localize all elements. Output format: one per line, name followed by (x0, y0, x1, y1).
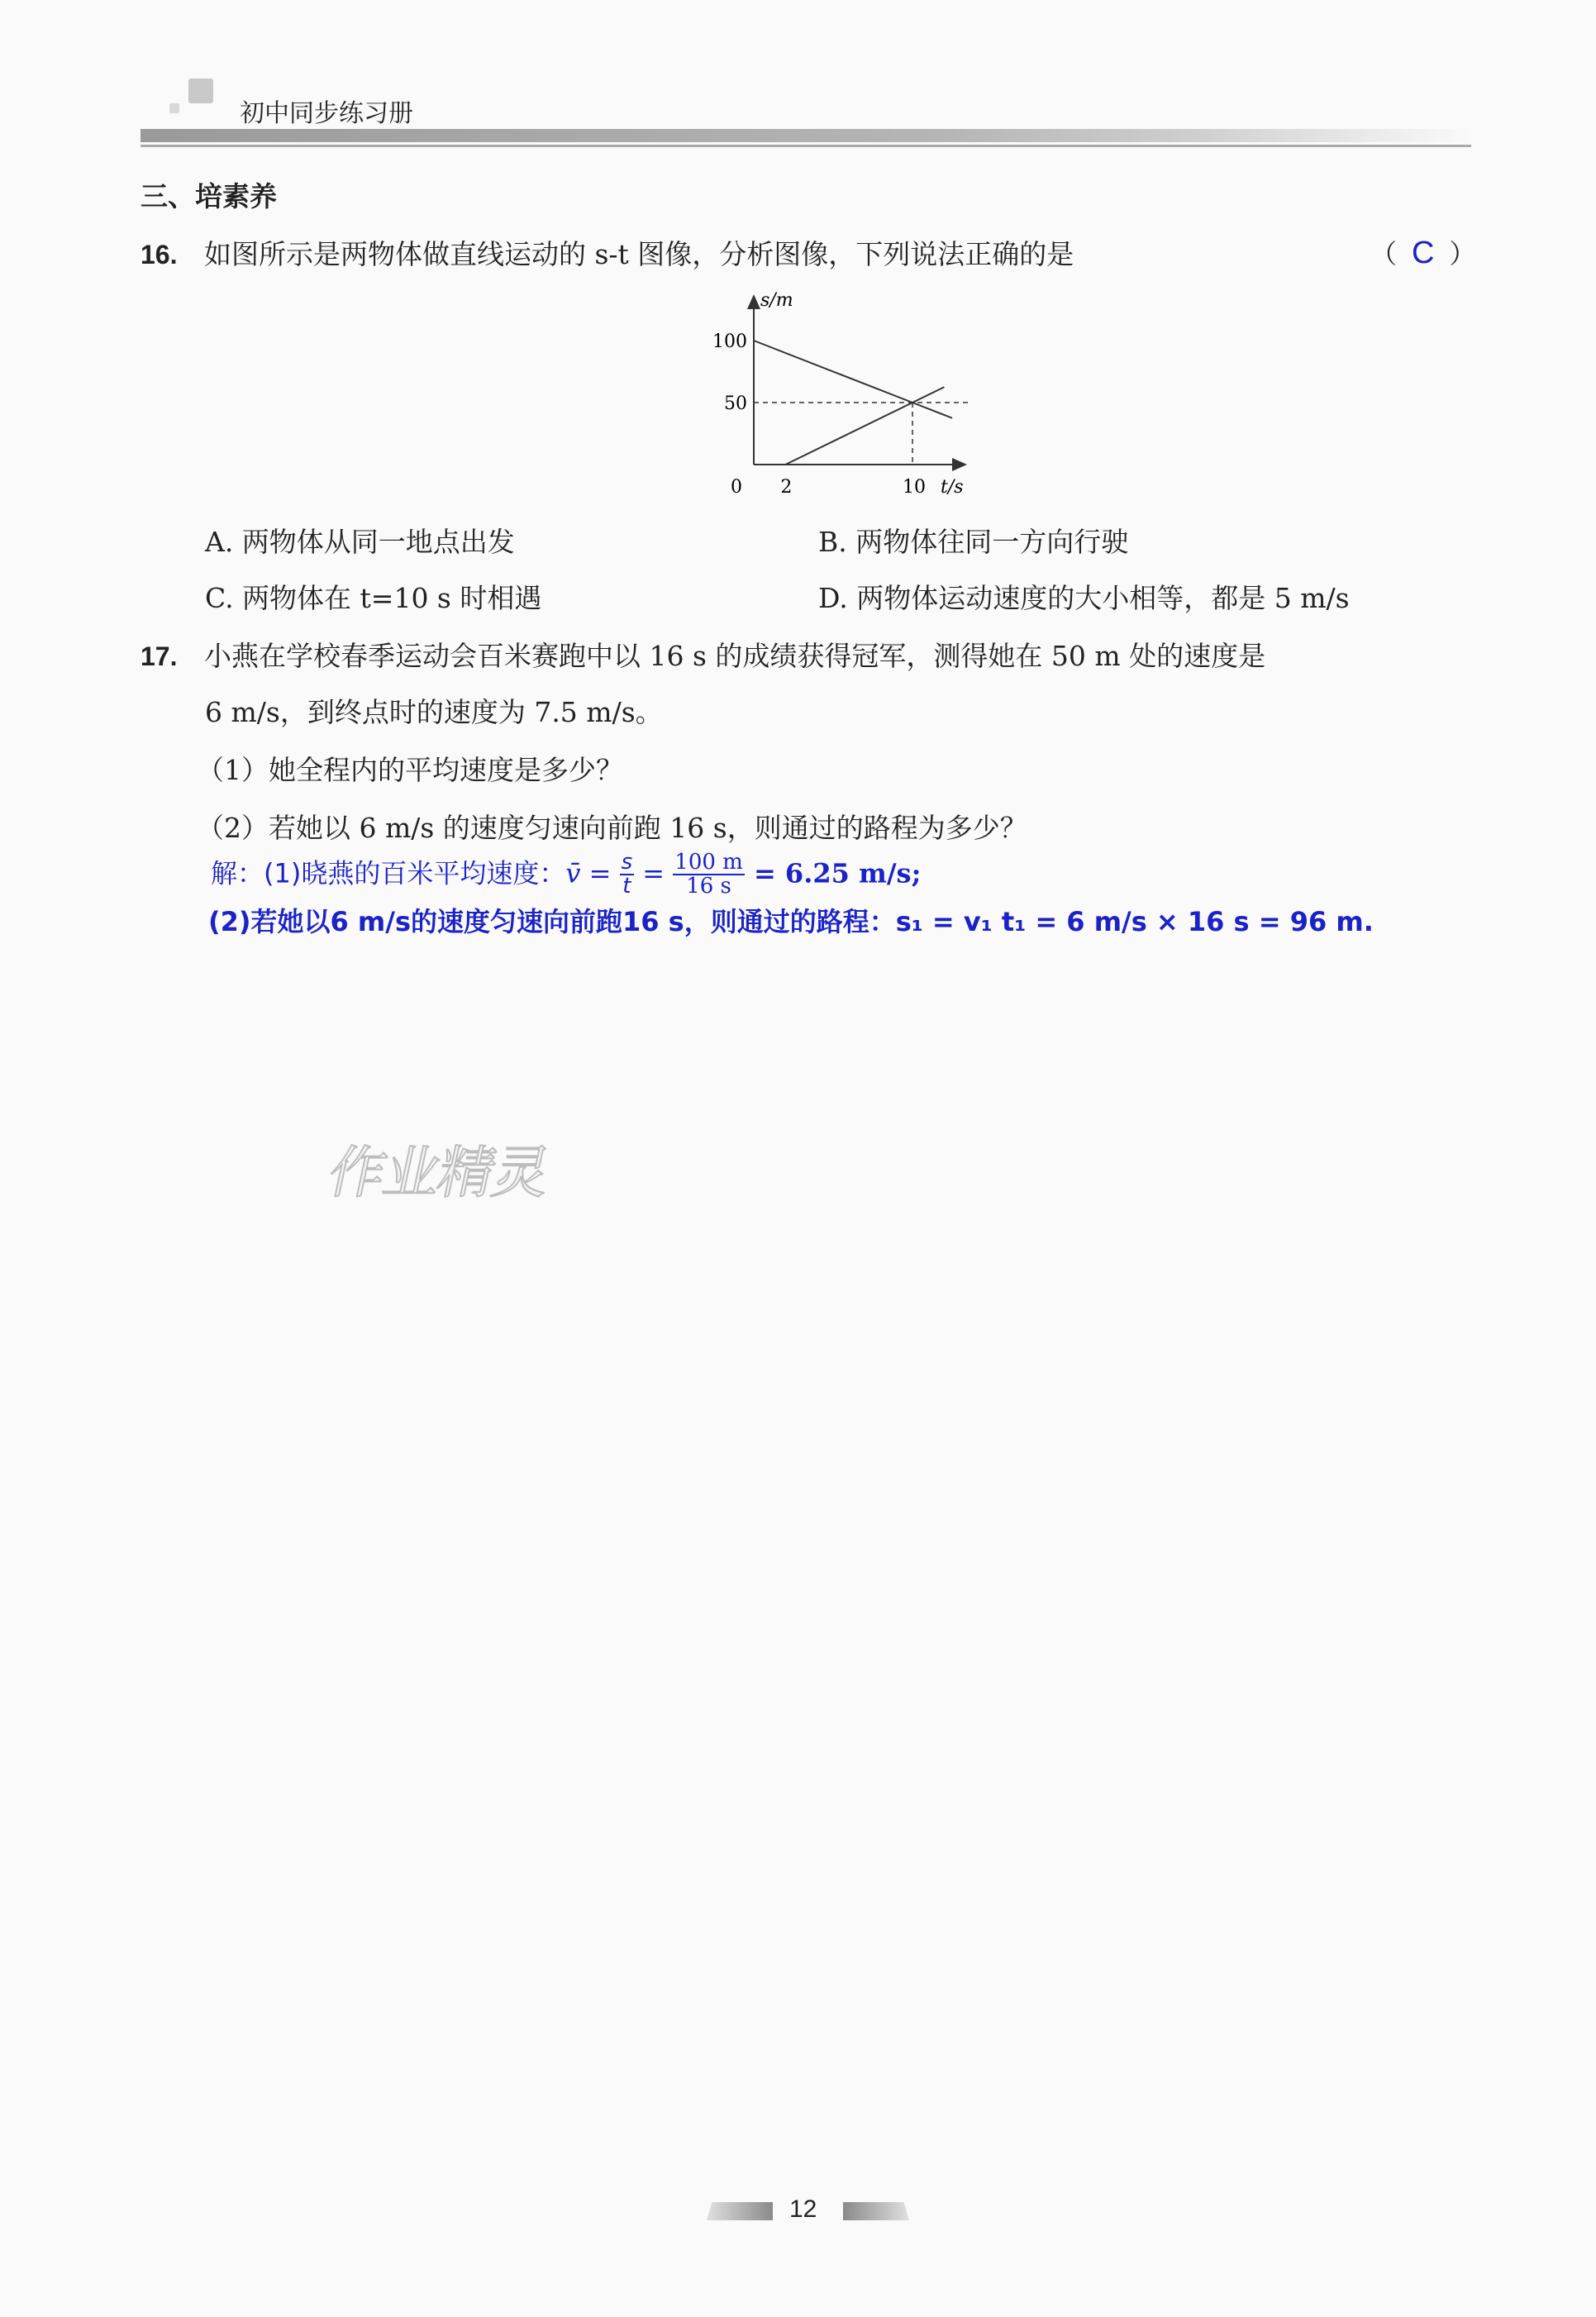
fraction-s-over-t (620, 851, 635, 899)
tick-labels (712, 331, 926, 498)
watermark-logo: 作业精灵 (322, 1141, 555, 1206)
solution1-result: = 6.25 m/s; (744, 857, 922, 889)
frac1-num: s (621, 850, 633, 875)
answer-open-paren: （ (1370, 238, 1398, 269)
y-axis-label: s/m (760, 290, 793, 311)
solution-line-2: (2)若她以6 m/s的速度匀速向前跑16 s，则通过的路程：s₁ = v₁ t₁ = 6 m/s × 16 s = 96 m. (208, 906, 1374, 937)
section-title: 三、培素养 (141, 180, 277, 212)
y-tick-label-2: 50 (724, 393, 747, 414)
q16-answer: C (1412, 236, 1435, 270)
q16-answer-box (1370, 233, 1475, 271)
header-rule (141, 145, 1471, 147)
fraction-100m-over-16s (673, 851, 745, 899)
answer-close-paren: ） (1449, 238, 1476, 269)
q16-option-c: C. 两物体在 t=10 s 时相遇 (205, 582, 542, 614)
series-line-1 (754, 341, 952, 418)
solution1-prefix: 解：(1)晓燕的百米平均速度： (211, 857, 566, 889)
footer-decoration-right (843, 2202, 909, 2220)
x-axis-label: t/s (941, 477, 964, 498)
solution1-v: v̄ = (565, 857, 620, 889)
q16-option-a: A. 两物体从同一地点出发 (205, 526, 515, 558)
header-bar (141, 129, 1471, 142)
book-title: 初中同步练习册 (240, 99, 413, 128)
q16-stem: 如图所示是两物体做直线运动的 s-t 图像，分析图像，下列说法正确的是 (203, 238, 1074, 270)
q16-number: 16. (141, 240, 178, 269)
header-decoration-small (169, 103, 179, 113)
q16-option-d: D. 两物体运动速度的大小相等，都是 5 m/s (818, 582, 1350, 614)
solution-line-1 (211, 851, 921, 899)
q17-stem-line1 (141, 635, 1265, 674)
header-decoration (188, 79, 213, 103)
series-line-2 (785, 387, 944, 465)
page-number: 12 (789, 2195, 817, 2223)
frac2-num: 100 m (674, 850, 743, 875)
q17-stem-line2: 6 m/s，到终点时的速度为 7.5 m/s。 (205, 696, 663, 728)
q16-stem-line (141, 233, 1074, 272)
frac2-den: 16 s (686, 874, 731, 899)
x-tick-label-2: 2 (780, 477, 793, 498)
x-tick-label-1: 0 (731, 477, 742, 498)
q17-subquestion-2: （2）若她以 6 m/s 的速度匀速向前跑 16 s，则通过的路程为多少？ (197, 812, 1027, 844)
x-tick-label-3: 10 (903, 477, 926, 498)
footer-decoration-left (707, 2202, 773, 2220)
y-tick-label-1: 100 (712, 331, 747, 352)
q16-option-b: B. 两物体往同一方向行驶 (818, 526, 1129, 558)
frac1-den: t (622, 874, 631, 899)
q17-subquestion-1: （1）她全程内的平均速度是多少？ (197, 754, 623, 786)
q17-number: 17. (141, 641, 178, 671)
st-graph (711, 281, 984, 504)
q17-stem: 小燕在学校春季运动会百米赛跑中以 16 s 的成绩获得冠军，测得她在 50 m 处的速度是 (203, 640, 1266, 672)
solution1-eq: = (634, 857, 674, 889)
